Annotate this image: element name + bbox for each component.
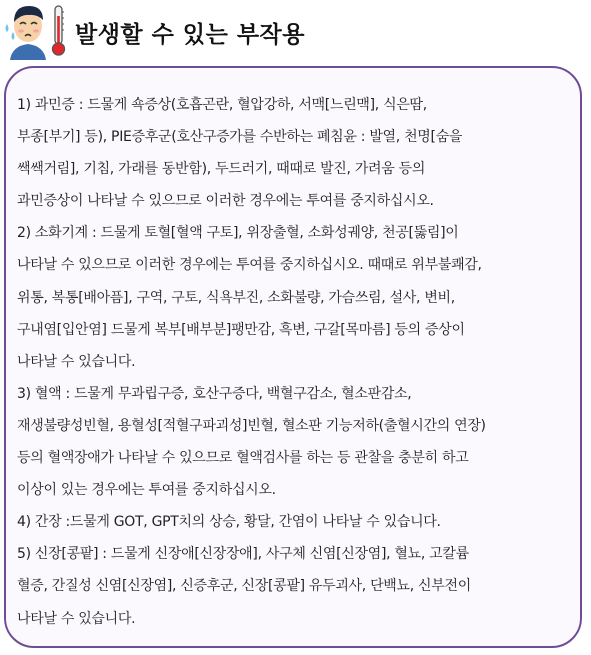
text-line: 5) 신장[콩팥] : 드물게 신장애[신장장애], 사구체 신염[신장염], 혈뇨, 고칼륨: [17, 546, 469, 563]
text-line: 구내염[입안염] 드물게 복부[배부분]팽만감, 흑변, 구갈[목마름] 등의 증상이: [17, 321, 465, 338]
text-line: 4) 간장 :드물게 GOT, GPT치의 상승, 황달, 간염이 나타날 수 있습니다.: [17, 514, 441, 531]
sick-person-thermometer-icon: [4, 2, 66, 60]
text-line: 등의 혈액장애가 나타날 수 있으므로 혈액검사를 하는 등 관찰을 충분히 하고: [17, 450, 469, 467]
text-line: 위통, 복통[배아픔], 구역, 구토, 식욕부진, 소화불량, 가슴쓰림, 설사, 변비,: [17, 289, 455, 306]
text-line: 부종[부기] 등), PIE증후군(호산구증가를 수반하는 폐침윤 : 발열, 천명[숨을: [17, 129, 463, 146]
text-line: 혈증, 간질성 신염[신장염], 신증후군, 신장[콩팥] 유두괴사, 단백뇨, 신부전이: [17, 578, 471, 595]
text-line: 재생불량성빈혈, 용혈성[적혈구파괴성]빈혈, 혈소판 기능저하(출혈시간의 연장): [17, 417, 486, 434]
text-line: 1) 과민증 : 드물게 쇽증상(호흡곤란, 혈압강하, 서맥[느린맥], 식은땀,: [17, 97, 427, 113]
text-line: 2) 소화기계 : 드물게 토혈[혈액 구토], 위장출혈, 소화성궤양, 천공[뚫림]이: [17, 225, 459, 242]
text-line: 나타날 수 있습니다.: [17, 610, 136, 627]
text-line: 과민증상이 나타날 수 있으므로 이러한 경우에는 투여를 중지하십시오.: [17, 193, 434, 210]
text-line: 3) 혈액 : 드물게 무과립구증, 호산구증다, 백혈구감소, 혈소판감소,: [17, 385, 412, 402]
text-line: 이상이 있는 경우에는 투여를 중지하십시오.: [17, 482, 276, 499]
text-line: 나타날 수 있습니다.: [17, 353, 136, 370]
header: [0, 0, 591, 60]
text-line: 나타날 수 있으므로 이러한 경우에는 투여를 중지하십시오. 때때로 위부불쾌감,: [17, 257, 482, 274]
text-line: 쌕쌕거림], 기침, 가래를 동반함), 두드러기, 때때로 발진, 가려움 등의: [17, 161, 426, 178]
page-title: 발생할 수 있는 부작용: [75, 22, 305, 48]
side-effects-text: [17, 89, 575, 635]
